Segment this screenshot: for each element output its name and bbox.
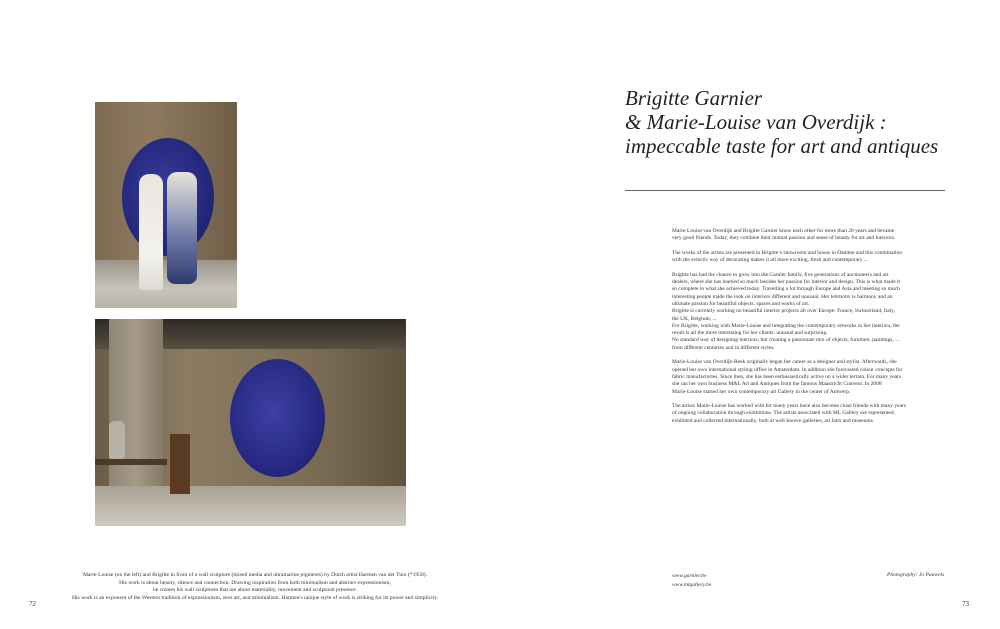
text-line: Marie-Louise van Overdijk-Reek originally began her career as a designer and stylist. Afterwards, she [672,359,897,366]
page-number-right: 73 [962,600,969,608]
text-line: ultimate passion for beautiful objects, spaces and works of art. [672,300,810,307]
article-title [625,86,985,158]
text-line: For Brigitte, working with Marie-Louise and integrating the contemporary artworks in her interiors, the [672,322,900,329]
text-line: interesting people made the look on interiors different and unusual. Her leitmotiv is harmony and an [672,293,893,300]
text-line: result is all the more interesting for her clients: unusual and surprising. [672,330,828,337]
person-brigitte [167,172,197,284]
article-body [672,228,950,432]
website-links [672,572,711,589]
title-divider [625,190,945,191]
link-garnier[interactable]: www.garnier.be [672,573,707,579]
text-line: The works of the artists are presented in Brigitte’s showroom and house in Damme and this combination [672,249,903,256]
text-line: the UK, Belgium, ... [672,315,717,322]
text-line: from different centuries and in different styles. [672,344,775,351]
photo-showroom-interior [95,319,406,526]
photo-brigitte-and-marie-louise [95,102,237,308]
text-line: No standard way of designing interiors, but creating a passionate mix of objects, furniture, paintings, … [672,337,901,344]
paragraph [672,272,950,352]
paragraph [672,359,950,395]
paragraph [672,228,950,243]
blue-wall-sculpture [230,359,325,477]
text-line: exhibited and collected internationally, both at well-known galleries, art fairs and museums. [672,417,875,424]
text-line: she ran her own business M&L Art and Antiques from the famous Maastricht Convent. In 2008 [672,381,882,388]
text-line: Brigitte has had the chance to grow into the Garnier family, five generations of auctioneers and art [672,271,889,278]
text-line: so complete to what she achieved today. Travelling a lot through Europe and Asia and meeting so much [672,286,900,293]
text-line: very good friends. Today, they combine their mutual passion and sense of beauty for art and interiors. [672,235,896,242]
person-marie-louise [139,174,163,290]
caption-line: Marie-Louise (on the left) and Brigitte in front of a wall sculpture (mixed media and ultramarine pigments) by Dutch artist Harmen van der Tuin (*1958). [82,572,428,578]
text-line: fabric manufactories. Since then, she has been enthusiastically active on a wider terrain. For many years [672,373,902,380]
wooden-cabinet [170,434,190,494]
link-mlgallery[interactable]: www.mlgallery.be [672,581,712,588]
page-number-left: 72 [29,600,36,608]
text-line: Brigitte is currently working on beautiful interior projects all over Europe: France, Switzerland, Italy, [672,308,895,315]
caption-line: he creates his wall sculptures that are about materiality, movement and sculptural presence. [152,587,358,594]
sculpture-vase [109,421,125,459]
title-line: & Marie-Louise van Overdijk : [625,110,887,134]
photo-floor [95,260,237,308]
text-line: Marie-Louise started her own contemporary art Gallery in the center of Antwerp. [672,388,851,395]
photo-caption [30,572,480,602]
console-table [95,459,167,465]
text-line: of ongoing collaboration through exhibitions. The artists associated with ML Gallery are represented, [672,410,895,417]
caption-line: His work is an exponent of the Western tradition of expressionism, zero art, and minimalism. Harmen's unique style of work is striking for its power and simplicity. [71,594,439,601]
paragraph [672,403,950,425]
text-line: opened her own international styling office in Amsterdam. In addition she forecasted colour concepts for [672,366,903,373]
caption-line: His work is about beauty, silence and connection. Drawing inspiration from both minimalism and abstract expressionism, [119,579,391,586]
text-line: with the eclectic way of decorating makes it all more exciting, fresh and contemporary ... [672,257,869,264]
text-line: Marie-Louise van Overdijk and Brigitte Garnier know each other for more than 28 years and became [672,228,895,234]
paragraph [672,250,950,265]
text-line: dealers, where she has learned so much besides her passion for interior and design. This is what made it [672,279,901,286]
title-line: impeccable taste for art and antiques [625,134,939,158]
text-line: The artists Marie-Louise has worked with for many years have also become close friends with many years [672,403,906,410]
photo-credit: Photography: Jo Pauwels [887,572,945,578]
title-line: Brigitte Garnier [625,86,763,110]
photo-floor [95,486,406,526]
